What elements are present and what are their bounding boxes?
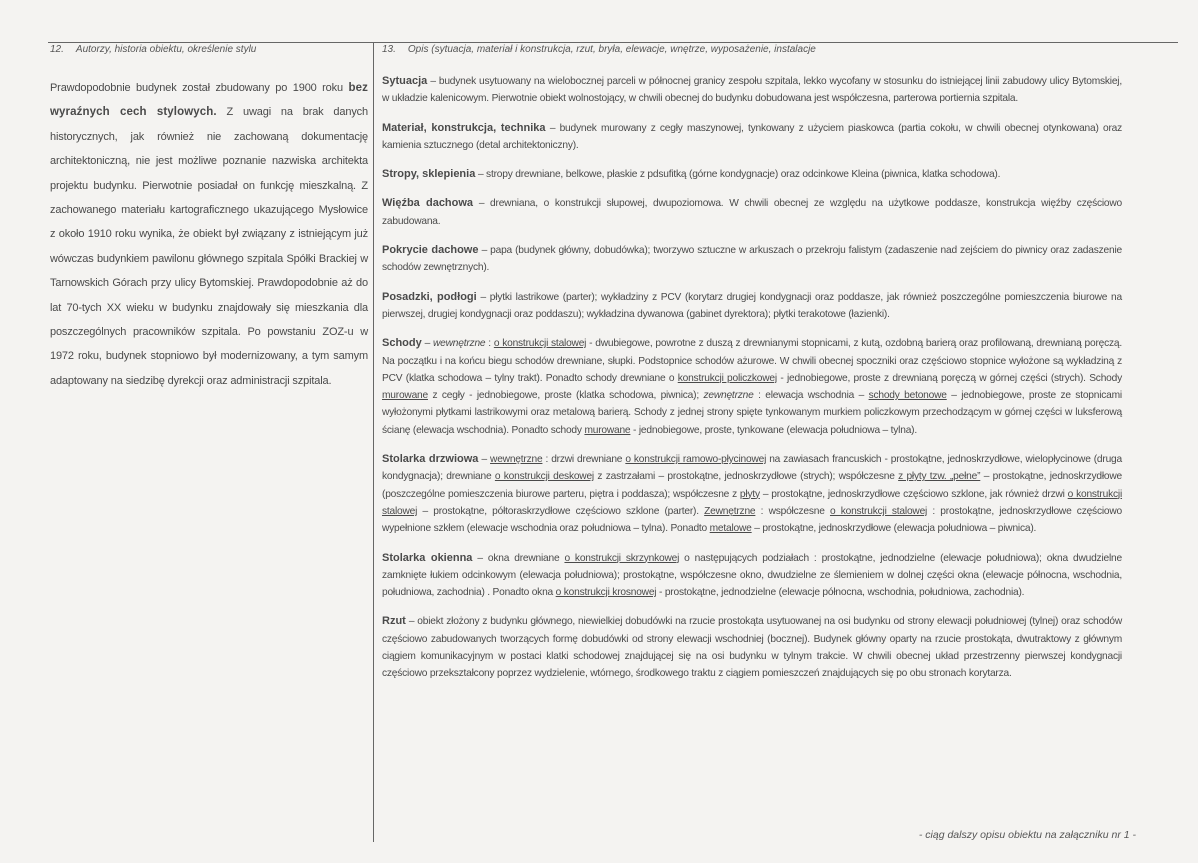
para-text: z cegły - jednobiegowe, proste (klatka schodowa, piwnica); [427, 390, 704, 402]
section-12-number: 12. [50, 44, 64, 55]
history-text-part: Z uwagi na brak danych historycznych, jak również nie zachowaną dokumentację architektoniczną, nie jest możliwe poznanie nazwiska architekta projektu budynku. Pierwotnie posiadał on funkcję mieszkalną. Z zachowanego materiału kartograficznego ukazującego Mysłowice z około 1910 roku wynika, że obiekt był związany z istniejącym już wówczas budynkiem pawilonu głównego szpitala Spółki Brackiej w Tarnowskich Górach przy ulicy Bytomskiej. Prawdopodobnie aż do lat 70-tych XX wieku w budynku znajdowały się mieszkania dla poszczególnych pracowników szpitala. Po powstaniu ZOZ-u w 1972 roku, budynek stopniowo był modernizowany, a tym samym adaptowany na siedzibę dyrekcji oraz administracji szpitala. [50, 106, 368, 387]
para-underline: o konstrukcji ramowo-płycinowej [625, 454, 767, 466]
para-text: – budynek murowany z cegły maszynowej, tynkowany z użyciem piaskowca (partia cokołu, w chwili obecnej otynkowana) oraz kamienia sztucznego (detal architektoniczny). [382, 122, 1122, 151]
para-text: – prostokątne, jednoskrzydłowe (elewacja południowa – piwnica). [751, 523, 1037, 535]
para-underline: metalowe [709, 523, 752, 535]
para-text: - prostokątne, jednodzielne (elewacje północna, wschodnia, południowa, zachodnia). [656, 587, 1025, 599]
para-text: - jednobiegowe, proste z drewnianą poręczą w górnej części (strych). Schody [776, 372, 1122, 384]
para-roof-truss [382, 195, 1122, 230]
continuation-note: - ciąg dalszy opisu obiektu na załączniku nr 1 - [918, 829, 1136, 841]
para-material [382, 120, 1122, 155]
para-heading: Stropy, sklepienia [382, 168, 476, 181]
para-text: – drewniana, o konstrukcji słupowej, dwupoziomowa. W chwili obecnej ze względu na użytkowe poddasze, konstrukcja więźby częściowo zabudowana. [382, 198, 1123, 227]
para-text: o następujących podziałach : prostokątne, jednodzielne (elewacje południowa); okna dwudzielne zamknięte łukiem odcinkowym (elewacja południowa); prostokątne, współczesne okno, dwudzielne ze ślemieniem w dolnej części okna (elewacje północna, wschodnia, południowa, zachodnia) . Ponadto okna [382, 552, 1122, 599]
para-underline: płyty [739, 488, 760, 500]
para-underline: wewnętrzne [490, 454, 543, 466]
style-note: bez wyraźnych cech stylowych. [50, 82, 368, 119]
section-13-title: Opis (sytuacja, materiał i konstrukcja, rzut, bryła, elewacje, wnętrze, wyposażenie, instalacje [407, 44, 816, 55]
section-12 [50, 44, 368, 393]
para-ceilings [382, 166, 1122, 183]
para-situation [382, 73, 1122, 108]
para-text: : współczesne [755, 505, 830, 517]
para-text: - dwubiegowe, powrotne z duszą z drewnianymi stopnicami, z kutą, ozdobną barierą oraz profilowaną, drewnianą poręczą. Na początku i na końcu biegu schodów drewniane, słupki. Podstopnice schodów ażurowe. W chwili obecnej spoczniki oraz częściowo stopnice wyłożone są wykładziną z PCV (klatka schodowa – tylny trakt). Ponadto schody drewniane o [382, 338, 1122, 384]
section-12-header [50, 44, 368, 58]
para-heading: Rzut [382, 615, 406, 628]
para-italic: zewnętrzne [703, 390, 754, 402]
para-underline: o konstrukcji stalowej [382, 488, 1123, 517]
para-windows [382, 550, 1122, 602]
para-text: – płytki lastrikowe (parter); wykładziny z PCV (korytarz drugiej kondygnacji oraz poddasze, jak również poszczególne pomieszczenia biurowe na pierwszej, drugiej kondygnacji oraz poddaszu); wykładzina dywanowa (gabinet dyrektora); płytki terakotowe (łazienki). [382, 291, 1122, 320]
para-heading: Materiał, konstrukcja, technika [382, 121, 546, 134]
para-text: - jednobiegowe, proste, tynkowane (elewacja południowa – tylna). [630, 424, 917, 436]
para-underline: o konstrukcji skrzynkowej [564, 552, 680, 564]
para-text: : elewacja wschodnia – [753, 390, 869, 402]
para-roofing [382, 242, 1122, 277]
history-text [50, 76, 368, 393]
column-divider [373, 42, 374, 842]
para-text: : drzwi drewniane [542, 454, 626, 466]
para-floors [382, 289, 1122, 324]
para-heading: Pokrycie dachowe [382, 244, 479, 257]
para-text: – budynek usytuowany na wielobocznej parceli w północnej granicy zespołu szpitala, lekko wycofany w stosunku do istniejącej linii zabudowy ulicy Bytomskiej, w układzie kalenicowym. Pierwotnie obiekt wolnostojący, w chwili obecnej do budynku dobudowana jest współczesna, parterowa portiernia szpitala. [382, 76, 1122, 105]
para-text: – jednobiegowe, proste ze stopnicami wyłożonymi płytkami lastrikowymi oraz metalową barierą. Schody z jednej strony spięte tynkowanym murkiem policzkowym przechodzącym w górnej części w luksferową ścianę (elewacja wschodnia). Ponadto schody [382, 390, 1122, 436]
para-heading: Stolarka drzwiowa [382, 453, 479, 466]
para-text: – prostokątne, półtoraskrzydłowe częściowo szklone (parter). [417, 505, 705, 517]
para-heading: Więźba dachowa [382, 197, 474, 210]
para-underline: o konstrukcji stalowej [493, 338, 587, 350]
para-underline: o konstrukcji stalowej [829, 505, 928, 517]
para-underline: murowane [584, 424, 631, 436]
para-heading: Stolarka okienna [382, 551, 473, 564]
para-text: – prostokątne, jednoskrzydłowe (poszczególne pomieszczenia biurowe parteru, piętra i poddasza); współczesne z [382, 471, 1123, 500]
para-underline: murowane [382, 390, 428, 402]
section-13-number: 13. [382, 44, 396, 55]
para-heading: Schody [382, 337, 422, 350]
para-underline: o konstrukcji krosnowej [555, 587, 657, 599]
para-text: – stropy drewniane, belkowe, płaskie z pdsufitką (górne kondygnacje) oraz odcinkowe Kleina (piwnica, klatka schodowa). [475, 169, 1001, 181]
para-text: – obiekt złożony z budynku głównego, niewielkiej dobudówki na rzucie prostokąta usytuowanej na osi budynku od strony elewacji południowej (tylnej) oraz schodów częściowo zabudowanych tworzących formę dobudówki od strony elewacji wschodniej (bocznej). Budynek główny oparty na rzucie prostokąta, dwutraktowy z głównym ciągiem komunikacyjnym w postaci klatki schodowej znajdującej się na osi budynku w tylnym trakcie. W chwili obecnej układ przestrzenny pierwszej kondygnacji częściowo przekształcony poprzez wydzielenie, wtórnego, środkowego traktu z ciągiem pomieszczeń znajdujących się po obu stronach korytarza. [382, 616, 1122, 680]
para-text: – [478, 454, 491, 466]
para-underline: Zewnętrzne [704, 505, 756, 517]
para-text: – okna drewniane [472, 552, 565, 564]
para-plan [382, 613, 1122, 682]
para-text: : prostokątne, jednoskrzydłowe częściowo wypełnione szkłem (elewacje wschodnia oraz południowa – tylna). Ponadto [382, 505, 1122, 535]
para-text: na zawiasach francuskich - prostokątne, jednoskrzydłowe, wielopłycinowe (druga kondygnacja); drewniane [382, 454, 1122, 483]
history-text-part: Prawdopodobnie budynek został zbudowany po 1900 roku [50, 82, 349, 94]
para-text: – prostokątne, jednoskrzydłowe częściowo szklone, jak również drzwi [759, 488, 1068, 500]
para-heading: Posadzki, podłogi [382, 290, 477, 303]
table-top-border [48, 42, 1178, 43]
para-underline: z płyty tzw. „pełne” [898, 471, 981, 483]
para-underline: konstrukcji policzkowej [677, 372, 777, 384]
para-doors [382, 451, 1122, 537]
para-heading: Sytuacja [382, 75, 428, 87]
description-body [382, 73, 1122, 683]
section-13 [382, 44, 1122, 695]
para-text: : [485, 338, 494, 350]
section-13-header [382, 44, 1122, 58]
para-italic: wewnętrzne [433, 338, 486, 350]
para-text: z zastrzałami – prostokątne, jednoskrzydłowe (strych); współczesne [594, 471, 899, 483]
para-text: – [421, 338, 434, 350]
para-stairs [382, 335, 1122, 439]
para-underline: o konstrukcji deskowej [494, 471, 594, 483]
para-underline: schody betonowe [868, 390, 947, 402]
para-text: – papa (budynek główny, dobudówka); tworzywo sztuczne w arkuszach o przekroju falistym (zadaszenie nad zejściem do piwnicy oraz zadaszenie schodów zewnętrznych). [382, 245, 1122, 274]
section-12-title: Autorzy, historia obiektu, określenie stylu [75, 44, 257, 55]
